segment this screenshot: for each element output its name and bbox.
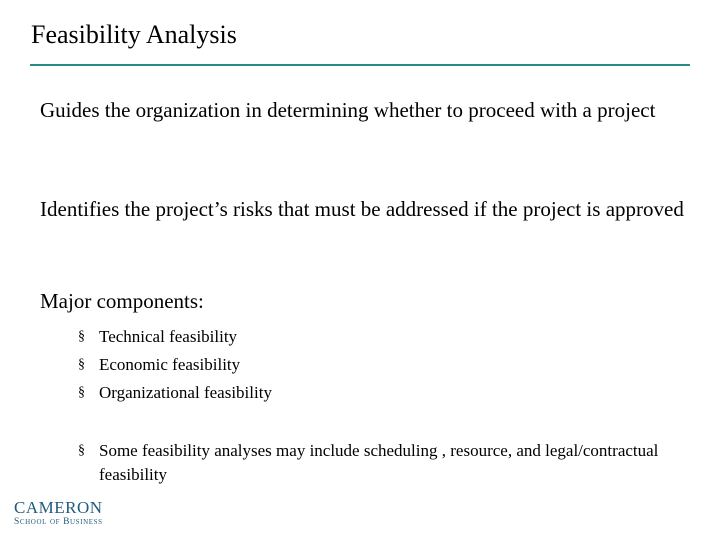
list-item xyxy=(78,439,688,487)
list-item xyxy=(78,325,688,349)
bullet-icon: § xyxy=(78,385,85,400)
paragraph-major-components: Major components: xyxy=(40,289,204,313)
logo-wordmark: CAMERON xyxy=(14,498,103,517)
list-item-label: Organizational feasibility xyxy=(99,383,272,402)
slide-title: Feasibility Analysis xyxy=(31,20,237,49)
components-list xyxy=(78,325,688,409)
paragraph-identifies: Identifies the project’s risks that must be addressed if the project is approved xyxy=(40,197,684,221)
title-divider xyxy=(30,64,690,66)
cameron-logo xyxy=(14,499,104,529)
list-item-label: Economic feasibility xyxy=(99,355,241,374)
paragraph-guides: Guides the organization in determining whether to proceed with a project xyxy=(40,98,656,122)
list-item-label: Technical feasibility xyxy=(99,327,238,346)
list-item-label: Some feasibility analyses may include scheduling , resource, and legal/contractual feasibility xyxy=(99,441,659,484)
note-list xyxy=(78,439,688,491)
list-item xyxy=(78,353,688,377)
bullet-icon: § xyxy=(78,443,85,458)
bullet-icon: § xyxy=(78,329,85,344)
logo-subtitle: School of Business xyxy=(14,517,103,527)
bullet-icon: § xyxy=(78,357,85,372)
list-item xyxy=(78,381,688,405)
